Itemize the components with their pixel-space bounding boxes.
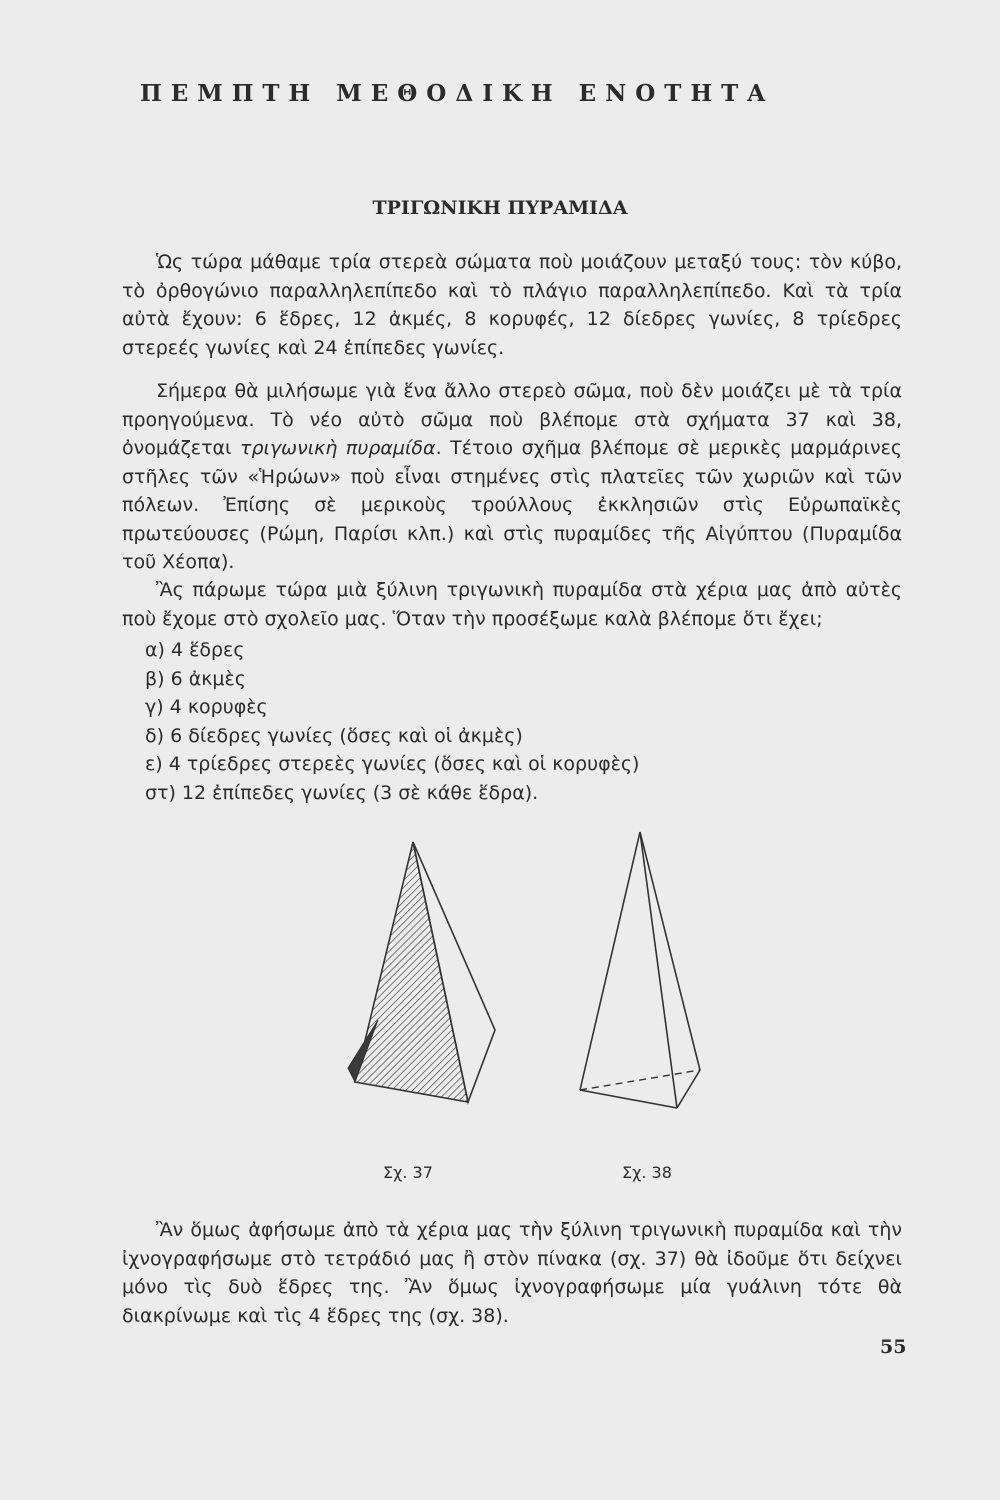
- paragraph-drawing: [122, 1216, 902, 1330]
- paragraph-intro: [122, 248, 902, 362]
- paragraph-wooden-pyramid: [122, 576, 902, 633]
- figure-37-pyramid: [230, 820, 570, 1160]
- list-item: α) 4 ἕδρες: [145, 639, 245, 661]
- pyramid-edge: [640, 832, 700, 1070]
- paragraph-text: Ἂν ὅμως ἀφήσωμε ἀπὸ τὰ χέρια μας τὴν ξύλινη τριγωνικὴ πυραμίδα καὶ τὴν ἰχνογραφήσωμε στὸ τετράδιό μας ἢ στὸν πίνακα (σχ. 37) θὰ ἰδοῦμε ὅτι δείχνει μόνο τὶς δυὸ ἕδρες της. Ἂν ὅμως ἰχνογραφήσωμε μία γυάλινη τότε θὰ διακρίνωμε καὶ τὶς 4 ἕδρες της (σχ. 38).: [122, 1219, 902, 1327]
- list-item: δ) 6 δίεδρες γωνίες (ὅσες καὶ οἱ ἀκμὲς): [145, 724, 523, 747]
- list-item: ε) 4 τρίεδρες στερεὲς γωνίες (ὅσες καὶ οἱ κορυφὲς): [145, 753, 640, 776]
- paragraph-text-after: . Τέτοιο σχῆμα βλέπομε σὲ μερικὲς μαρμάρινες στῆλες τῶν «Ἡρώων» ποὺ εἶναι στημένες στὶς πλατεῖες τῶν χωριῶν καὶ τῶν πόλεων. Ἐπίσης σὲ μερικοὺς τρούλλους ἐκκλησιῶν στὶς Εὐρωπαϊκὲς πρωτεύουσες (Ρώμη, Παρίσι κλπ.) καὶ στὶς πυραμίδες τῆς Αἰγύπτου (Πυραμίδα τοῦ Χέοπα).: [122, 437, 903, 573]
- paragraph-definition: [122, 377, 902, 577]
- pyramid-edge: [677, 1070, 700, 1108]
- pyramid-edge: [580, 1090, 677, 1108]
- paragraph-text: Ἂς πάρωμε τώρα μιὰ ξύλινη τριγωνικὴ πυραμίδα στὰ χέρια μας ἀπὸ αὐτὲς ποὺ ἔχομε στὸ σχολεῖο μας. Ὅταν τὴν προσέξωμε καλὰ βλέπομε ὅτι ἔχει;: [122, 579, 902, 630]
- page-number: 55: [880, 1336, 907, 1358]
- paragraph-text: Ὡς τώρα μάθαμε τρία στερεὰ σώματα ποὺ μοιάζουν μεταξύ τους: τὸν κύβο, τὸ ὀρθογώνιο παραλληλεπίπεδο καὶ τὸ πλάγιο παραλληλεπίπεδο. Καὶ τὰ τρία αὐτὰ ἔχουν: 6 ἕδρες, 12 ἀκμές, 8 κορυφές, 12 δίεδρες γωνίες, 8 τρίεδρες στερεές γωνίες καὶ 24 ἐπίπεδες γωνίες.: [122, 251, 902, 359]
- term-triangular-pyramid: τριγωνικὴ πυραμίδα: [240, 437, 436, 459]
- pyramid-shaded-face: [355, 842, 468, 1102]
- list-item: στ) 12 ἐπίπεδες γωνίες (3 σὲ κάθε ἕδρα).: [145, 781, 539, 804]
- list-item: β) 6 ἀκμὲς: [145, 667, 246, 690]
- paragraph-text: [122, 377, 902, 577]
- section-title: ΤΡΙΓΩΝΙΚΗ ΠΥΡΑΜΙΔΑ: [372, 197, 628, 219]
- paragraph-text-before: Σήμερα θὰ μιλήσωμε γιὰ ἕνα ἄλλο στερεὸ σῶμα, ποὺ δὲν μοιάζει μὲ τὰ τρία προηγούμενα. Τὸ νέο αὐτὸ σῶμα ποὺ βλέπομε στὰ σχήματα 37 καὶ 38, ὀνομάζεται: [122, 380, 902, 459]
- list-item: γ) 4 κορυφὲς: [145, 696, 268, 719]
- pyramid-hidden-edge: [580, 1070, 700, 1090]
- pyramid-edge: [640, 832, 677, 1108]
- pyramid-edge: [580, 832, 640, 1090]
- figure-38-pyramid: [520, 820, 860, 1160]
- figure-37-caption: Σχ. 37: [383, 1163, 433, 1182]
- chapter-heading: ΠΕΜΠΤΗ ΜΕΘΟΔΙΚΗ ΕΝΟΤΗΤΑ: [140, 80, 775, 107]
- figure-38-caption: Σχ. 38: [622, 1163, 672, 1182]
- properties-list: [145, 636, 845, 808]
